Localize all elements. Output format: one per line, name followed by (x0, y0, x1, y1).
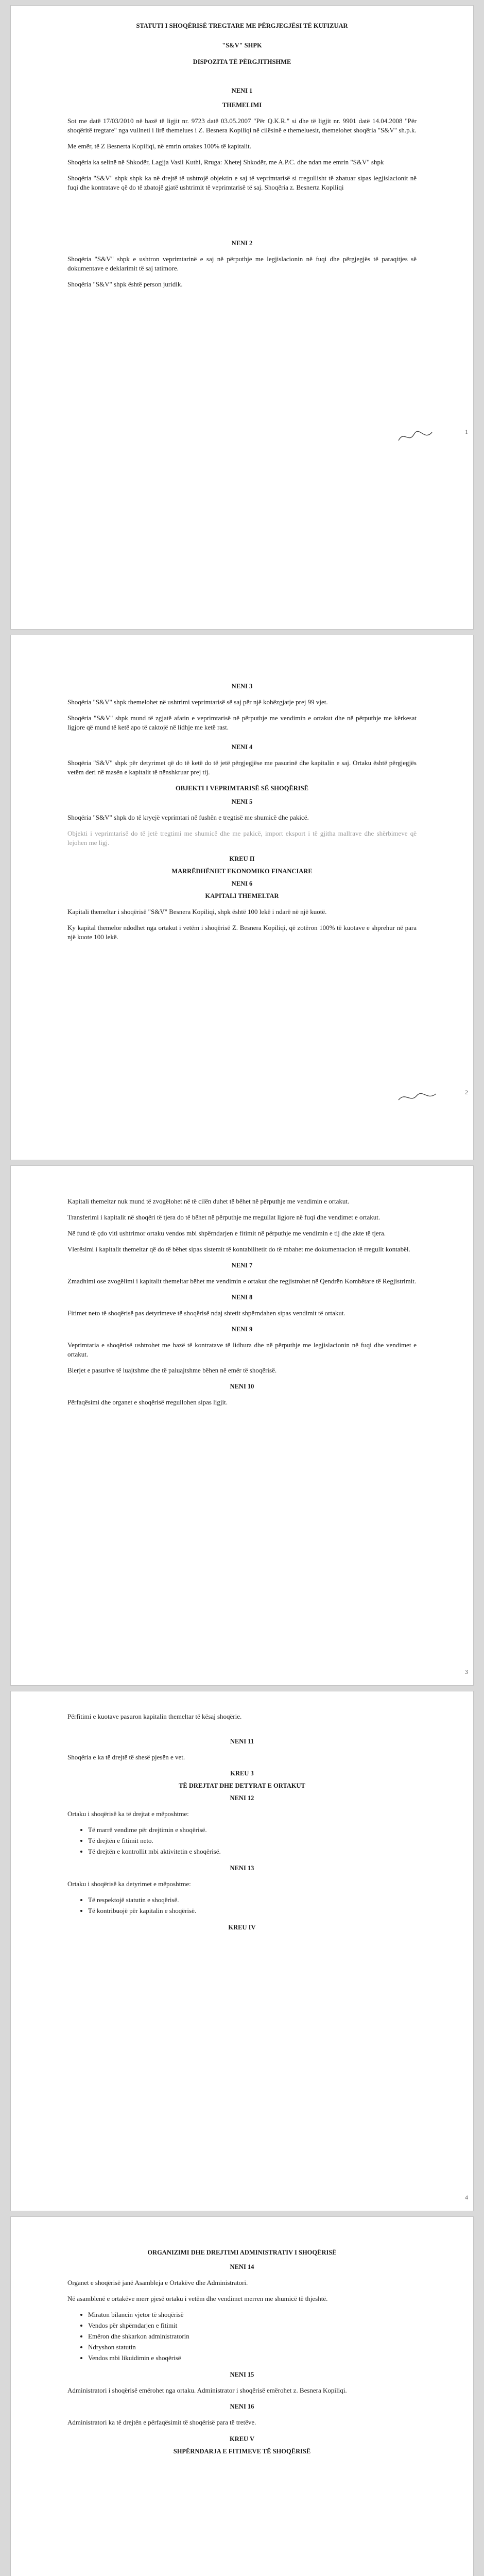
document-page-4 (10, 1691, 474, 2211)
paragraph: Përfaqësimi dhe organet e shoqërisë rregullohen sipas ligjit. (67, 1398, 228, 1406)
article-number: NENI 14 (230, 2263, 254, 2270)
paragraph: Zmadhimi ose zvogëlimi i kapitalit themeltar bëhet me vendimin e ortakut dhe regjistrohet në Qendrën Kombëtare të Regjistrimit. (67, 1277, 417, 1285)
list-item: • Ndryshon statutin (88, 2343, 417, 2352)
article-number: NENI 8 (231, 1294, 253, 1301)
chapter-title: SHPËRNDARJA E FITIMEVE TË SHOQËRISË (173, 2448, 311, 2455)
paragraph: Blerjet e pasurive të luajtshme dhe të paluajtshme bëhen në emër të shoqërisë. (67, 1366, 277, 1374)
page-number: 2 (465, 1089, 468, 1096)
document-page-2 (10, 635, 474, 1160)
paragraph: Vlerësimi i kapitalit themeltar që do të bëhet sipas sistemit të kontabilitetit do të mbahet me dokumentacion të rregullt kontabël. (67, 1245, 410, 1253)
paragraph: Ky kapital themelor ndodhet nga ortakut i vetëm i shoqërisë Z. Besnera Kopiliqi, që zotëron 100% të kuotave e shprehur në para një kuote 100 lekë. (67, 924, 417, 941)
list-item: • Të drejtën e kontrollit mbi aktivitetin e shoqërisë. (88, 1847, 417, 1856)
article-title: THEMELIMI (222, 101, 262, 109)
chapter-title: MARRËDHËNIET EKONOMIKO FINANCIARE (171, 868, 313, 875)
paragraph: Në asamblenë e ortakëve merr pjesë ortaku i vetëm dhe vendimet merren me shumicë të thjeshtë. (67, 2295, 328, 2302)
paragraph: Shoqëria "S&V" shpk themelohet në ushtrimi veprimtarisë së saj për një kohëzgjatje prej 99 vjet. (67, 698, 328, 706)
chapter-title: TË DREJTAT DHE DETYRAT E ORTAKUT (179, 1782, 305, 1789)
company-name: "S&V" SHPK (222, 42, 262, 49)
article-number: NENI 10 (230, 1383, 254, 1390)
paragraph: Shoqëria "S&V" shpk e ushtron veprimtarinë e saj në përputhje me legjislacionin në fuqi dhe përgjegjës të paraqitjes së dokumentave e deklarimit të saj tatimore. (67, 255, 417, 272)
article-number: NENI 7 (231, 1262, 253, 1269)
chapter-number: KREU IV (228, 1924, 256, 1931)
article-number: NENI 3 (231, 683, 253, 690)
document-page-3 (10, 1165, 474, 1686)
faint-paragraph: Objekti i veprimtarisë do të jetë tregtimi me shumicë dhe me pakicë, import eksport i të gjitha mallrave dhe shërbimeve që lejohen me ligj. (67, 829, 417, 846)
document-page-1 (10, 5, 474, 630)
paragraph: Sot me datë 17/03/2010 në bazë të ligjit nr. 9723 datë 03.05.2007 "Për Q.K.R." si dhe të ligjit nr. 9901 datë 14.04.2008 "Për shoqëritë tregtare" nga vullneti i lirë themelues i Z. Besnera Kopiliqi në cilësinë e themeluesit, themelohet shoqëria "S&V" sh.p.k. (67, 117, 417, 134)
list-item: • Të respektojë statutin e shoqërisë. (88, 1895, 417, 1905)
paragraph: Shoqëria "S&V" shpk shpk ka në drejtë të ushtrojë objektin e saj të veprimtarisë si rregullisht të zbatuar sipas legjislacionit në fuqi dhe kontratave që do të zbatojë gjatë ushtrimit të veprimtarisë të saj. Shoqëria z. Besnerta Kopiliqi (67, 174, 417, 191)
article-number: NENI 5 (231, 798, 253, 805)
article-number: NENI 9 (231, 1326, 253, 1333)
page-number: 4 (465, 2194, 468, 2201)
chapter-number: KREU II (229, 855, 255, 862)
chapter-title: ORGANIZIMI DHE DREJTIMI ADMINISTRATIV I SHOQËRISË (147, 2249, 337, 2256)
paragraph: Në fund të çdo viti ushtrimor ortaku vendos mbi shpërndarjen e fitimit në përputhje me vendimin e tij dhe akte të tjera. (67, 1229, 386, 1237)
list-item: • Të kontribuojë për kapitalin e shoqërisë. (88, 1906, 417, 1916)
article-number: NENI 12 (230, 1794, 254, 1802)
initials-signature-icon (396, 1089, 442, 1106)
article-number: NENI 13 (230, 1865, 254, 1872)
paragraph: Administratori i shoqërisë emërohet nga ortaku. Administrator i shoqërisë emërohet z. Besnera Kopiliqi. (67, 2386, 347, 2394)
paragraph: Organet e shoqërisë janë Asambleja e Ortakëve dhe Administratori. (67, 2279, 248, 2286)
page-number: 3 (465, 1668, 468, 1675)
article-number: NENI 4 (231, 743, 253, 751)
duties-list (67, 1895, 417, 1916)
paragraph: Kapitali themeltar nuk mund të zvogëlohet në të cilën duhet të bëhet në përputhje me vendimin e ortakut. (67, 1197, 350, 1205)
article-title: KAPITALI THEMELTAR (205, 892, 279, 900)
list-item: • Të drejtën e fitimit neto. (88, 1836, 417, 1845)
paragraph: Shoqëria "S&V" shpk do të kryejë veprimtari në fushën e tregtisë me shumicë dhe pakicë. (67, 814, 309, 821)
page-number: 1 (465, 428, 468, 435)
paragraph: Transferimi i kapitalit në shoqëri të tjera do të bëhet në përputhje me rregullat ligjore në fuqi dhe vendimet e ortakut. (67, 1213, 381, 1221)
paragraph: Shoqëria "S&V" shpk është person juridik. (67, 280, 183, 288)
paragraph: Me emër, të Z Besnerta Kopiliqi, në emrin ortakes 100% të kapitalit. (67, 142, 251, 150)
article-number: NENI 11 (230, 1738, 254, 1745)
paragraph: Shoqëria e ka të drejtë të shesë pjesën e vet. (67, 1753, 185, 1761)
paragraph: Fitimet neto të shoqërisë pas detyrimeve të shoqërisë ndaj shtetit shpërndahen sipas vendimit të ortakut. (67, 1309, 345, 1317)
article-number: NENI 2 (231, 240, 253, 247)
article-number: NENI 6 (231, 880, 253, 887)
rights-list (67, 1825, 417, 1856)
list-item: • Vendos mbi likuidimin e shoqërisë (88, 2353, 417, 2363)
paragraph: Ortaku i shoqërisë ka të drejtat e mëposhtme: (67, 1810, 189, 1818)
paragraph: Ortaku i shoqërisë ka detyrimet e mëposhtme: (67, 1880, 191, 1888)
paragraph: Veprimtaria e shoqërisë ushtrohet me bazë të kontratave të lidhura dhe në përputhje me legjislacionin në fuqi dhe vendimet e ortakut. (67, 1341, 417, 1358)
assembly-powers-list (67, 2310, 417, 2363)
paragraph: Shoqëria "S&V" shpk për detyrimet që do të ketë do të jetë përgjegjëse me pasurinë dhe kapitalin e saj. Ortaku është përgjegjës vetëm deri në masën e kapitalit të nënshkruar prej tij. (67, 759, 417, 776)
paragraph: Shoqëria "S&V" shpk mund të zgjatë afatin e veprimtarisë në përputhje me vendimin e ortakut dhe në përputhje me kërkesat ligjore që mund të ketë apo të caktojë në lidhje me ketë rast. (67, 714, 417, 731)
paragraph: Shoqëria ka selinë në Shkodër, Lagjja Vasil Kuthi, Rruga: Xhetej Shkodër, me A.P.C. dhe ndan me emrin "S&V" shpk (67, 158, 384, 166)
chapter-number: KREU V (229, 2435, 255, 2443)
paragraph: Administratori ka të drejtën e përfaqësimit të shoqërisë para të tretëve. (67, 2418, 256, 2426)
article-number: NENI 1 (231, 87, 253, 94)
section-heading: DISPOZITA TË PËRGJITHSHME (193, 58, 291, 65)
list-item: • Të marrë vendime për drejtimin e shoqërisë. (88, 1825, 417, 1835)
initials-signature-icon (396, 428, 442, 446)
article-title: OBJEKTI I VEPRIMTARISË SË SHOQËRISË (176, 785, 308, 792)
document-page-5 (10, 2216, 474, 2576)
article-number: NENI 15 (230, 2371, 254, 2378)
list-item: • Vendos për shpërndarjen e fitimit (88, 2321, 417, 2330)
paragraph: Kapitali themeltar i shoqërisë "S&V" Besnera Kopiliqi, shpk është 100 lekë i ndarë në një kuotë. (67, 908, 327, 916)
chapter-number: KREU 3 (230, 1770, 254, 1777)
document-title: STATUTI I SHOQËRISË TREGTARE ME PËRGJEGJËSI TË KUFIZUAR (136, 22, 348, 29)
list-item: • Emëron dhe shkarkon administratorin (88, 2332, 417, 2341)
paragraph: Përfitimi e kuotave pasuron kapitalin themeltar të kësaj shoqërie. (67, 1713, 242, 1720)
article-number: NENI 16 (230, 2403, 254, 2410)
list-item: • Miraton bilancin vjetor të shoqërisë (88, 2310, 417, 2319)
